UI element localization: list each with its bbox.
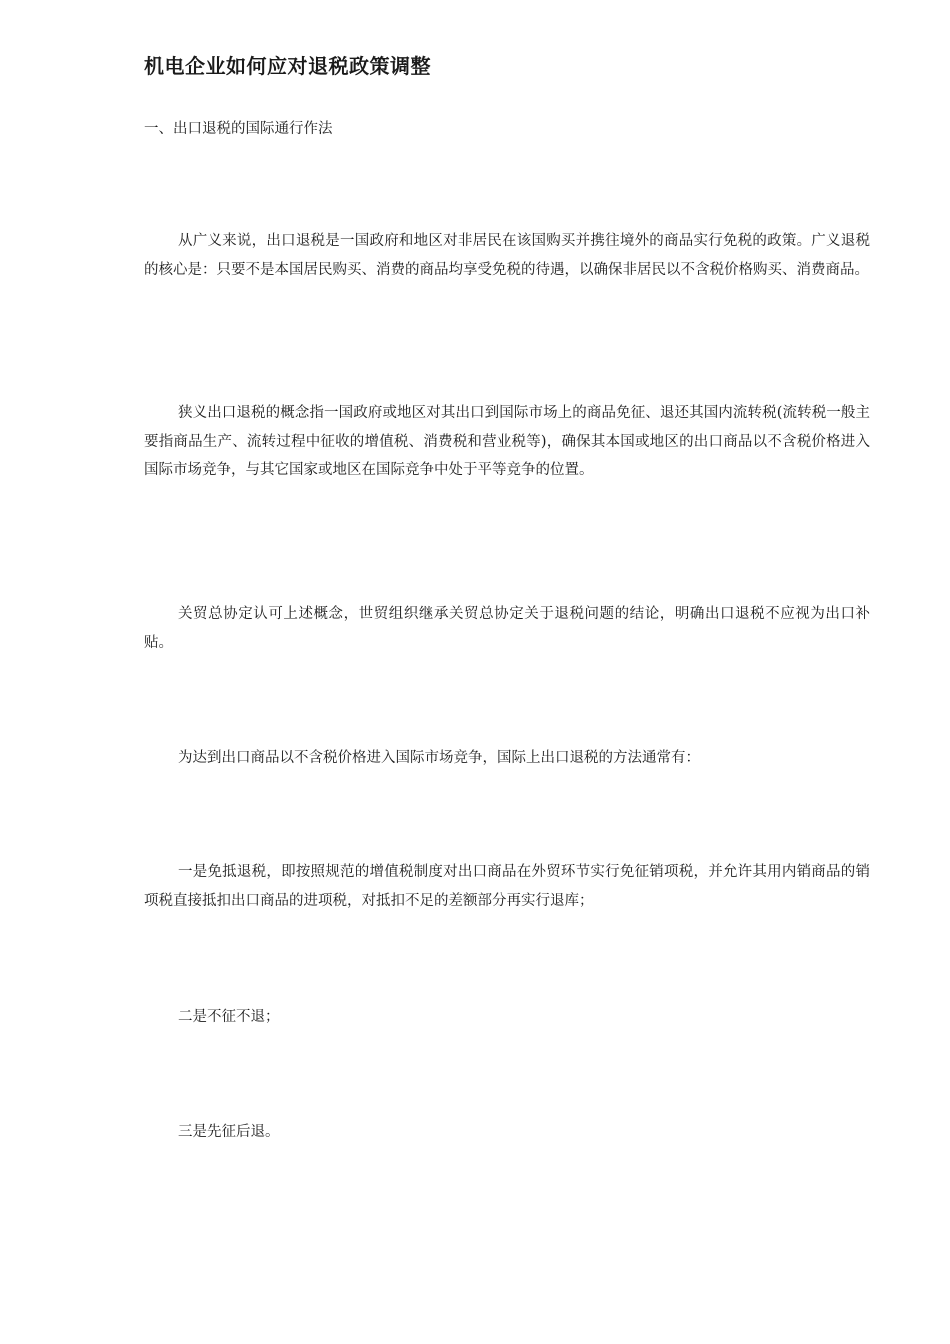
paragraph-method-three: 三是先征后退。 (178, 1124, 280, 1140)
document-title: 机电企业如何应对退税政策调整 (144, 54, 431, 78)
paragraph-method-one: 一是免抵退税，即按照规范的增值税制度对出口商品在外贸环节实行免征销项税，并允许其用内销商品的销项税直接抵扣出口商品的进项税，对抵扣不足的差额部分再实行退库； (144, 864, 870, 909)
paragraph-broad-definition: 从广义来说，出口退税是一国政府和地区对非居民在该国购买并携往境外的商品实行免税的政策。广义退税的核心是：只要不是本国居民购买、消费的商品均享受免税的待遇，以确保非居民以不含税价格购买、消费商品。 (144, 233, 870, 278)
section-heading: 一、出口退税的国际通行作法 (144, 121, 333, 137)
paragraph-gatt-wto: 关贸总协定认可上述概念，世贸组织继承关贸总协定关于退税问题的结论，明确出口退税不应视为出口补贴。 (144, 606, 870, 651)
paragraph-methods-intro: 为达到出口商品以不含税价格进入国际市场竞争，国际上出口退税的方法通常有： (178, 750, 700, 766)
paragraph-method-two: 二是不征不退； (178, 1009, 280, 1025)
paragraph-narrow-definition: 狭义出口退税的概念指一国政府或地区对其出口到国际市场上的商品免征、退还其国内流转税(流转税一般主要指商品生产、流转过程中征收的增值税、消费税和营业税等)，确保其本国或地区的出口商品以不含税价格进入国际市场竞争，与其它国家或地区在国际竞争中处于平等竞争的位置。 (144, 405, 870, 478)
